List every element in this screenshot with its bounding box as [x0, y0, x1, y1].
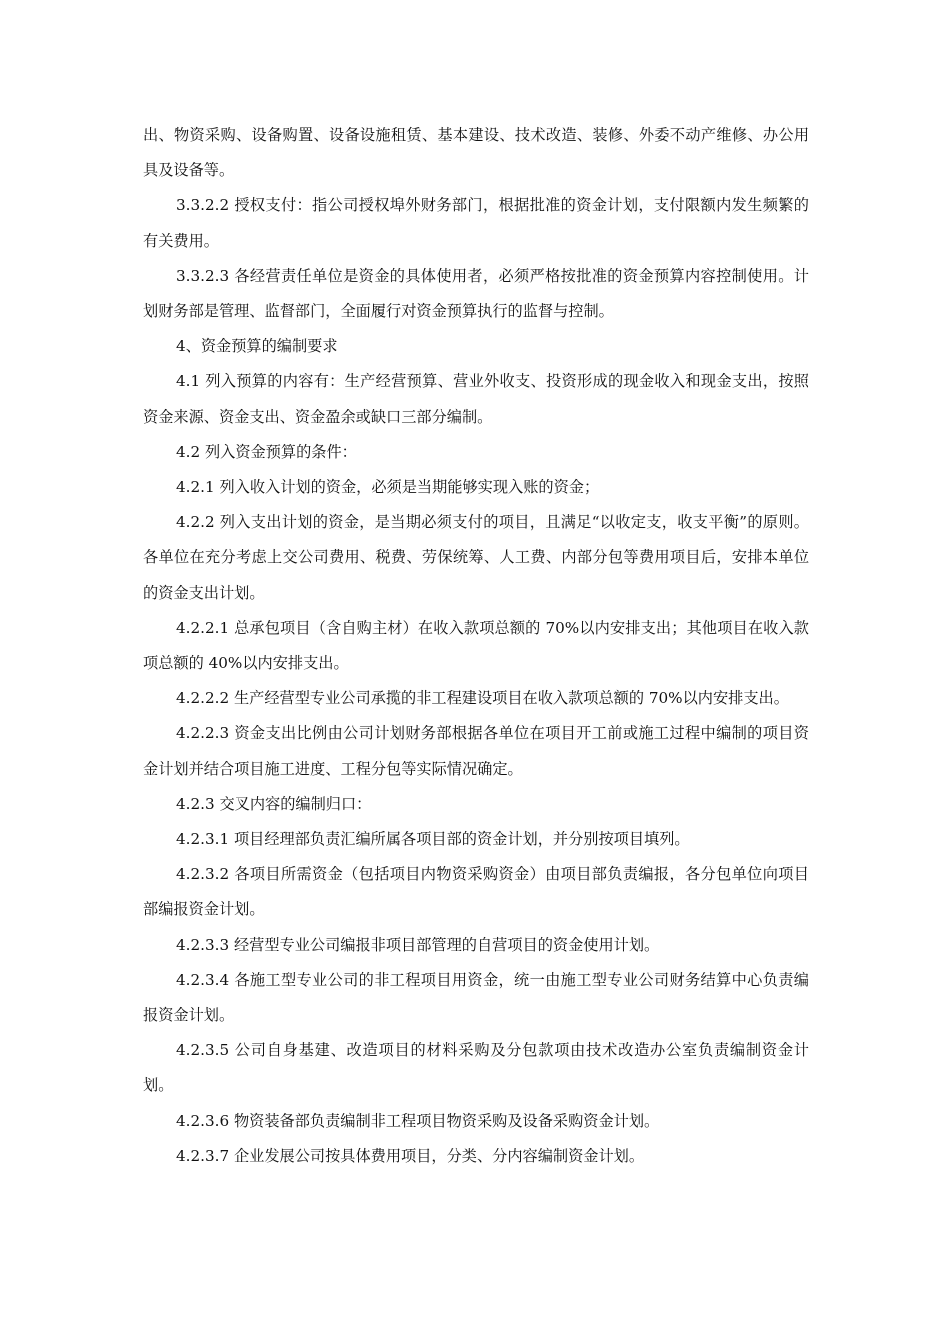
- paragraph: 4.2.3.2 各项目所需资金（包括项目内物资采购资金）由项目部负责编报，各分包单位向项目部编报资金计划。: [143, 865, 809, 919]
- paragraph: 4.2.2 列入支出计划的资金，是当期必须支付的项目，且满足“以收定支，收支平衡”的原则。各单位在充分考虑上交公司费用、税费、劳保统筹、人工费、内部分包等费用项目后，安排本单位的资金支出计划。: [143, 513, 809, 602]
- paragraph: 4.2 列入资金预算的条件：: [176, 442, 357, 461]
- paragraph: 3.3.2.3 各经营责任单位是资金的具体使用者，必须严格按批准的资金预算内容控制使用。计划财务部是管理、监督部门，全面履行对资金预算执行的监督与控制。: [143, 266, 809, 321]
- paragraph: 4.1 列入预算的内容有：生产经营预算、营业外收支、投资形成的现金收入和现金支出，按照资金来源、资金支出、资金盈余或缺口三部分编制。: [143, 372, 809, 426]
- paragraph: 4.2.1 列入收入计划的资金，必须是当期能够实现入账的资金；: [176, 478, 600, 497]
- paragraph: 4.2.3 交叉内容的编制归口：: [176, 794, 372, 813]
- paragraph: 4.2.2.1 总承包项目（含自购主材）在收入款项总额的 70%以内安排支出；其他项目在收入款项总额的 40%以内安排支出。: [143, 618, 809, 673]
- paragraph: 4.2.2.2 生产经营型专业公司承揽的非工程建设项目在收入款项总额的 70%以内安排支出。: [176, 689, 789, 708]
- paragraph: 4.2.2.3 资金支出比例由公司计划财务部根据各单位在项目开工前或施工过程中编制的项目资金计划并结合项目施工进度、工程分包等实际情况确定。: [143, 724, 809, 778]
- document-body: [143, 118, 809, 1174]
- section-heading: 4、资金预算的编制要求: [176, 337, 338, 356]
- paragraph: 4.2.3.1 项目经理部负责汇编所属各项目部的资金计划，并分别按项目填列。: [176, 830, 690, 849]
- paragraph: 3.3.2.2 授权支付：指公司授权埠外财务部门，根据批准的资金计划，支付限额内发生频繁的有关费用。: [143, 196, 809, 250]
- paragraph: 4.2.3.6 物资装备部负责编制非工程项目物资采购及设备采购资金计划。: [176, 1111, 660, 1130]
- paragraph: 4.2.3.4 各施工型专业公司的非工程项目用资金，统一由施工型专业公司财务结算中心负责编报资金计划。: [143, 970, 809, 1025]
- paragraph: 出、物资采购、设备购置、设备设施租赁、基本建设、技术改造、装修、外委不动产维修、办公用具及设备等。: [143, 126, 809, 180]
- paragraph: 4.2.3.3 经营型专业公司编报非项目部管理的自营项目的资金使用计划。: [176, 935, 660, 954]
- paragraph: 4.2.3.5 公司自身基建、改造项目的材料采购及分包款项由技术改造办公室负责编制资金计划。: [143, 1041, 809, 1095]
- paragraph: 4.2.3.7 企业发展公司按具体费用项目，分类、分内容编制资金计划。: [176, 1146, 645, 1165]
